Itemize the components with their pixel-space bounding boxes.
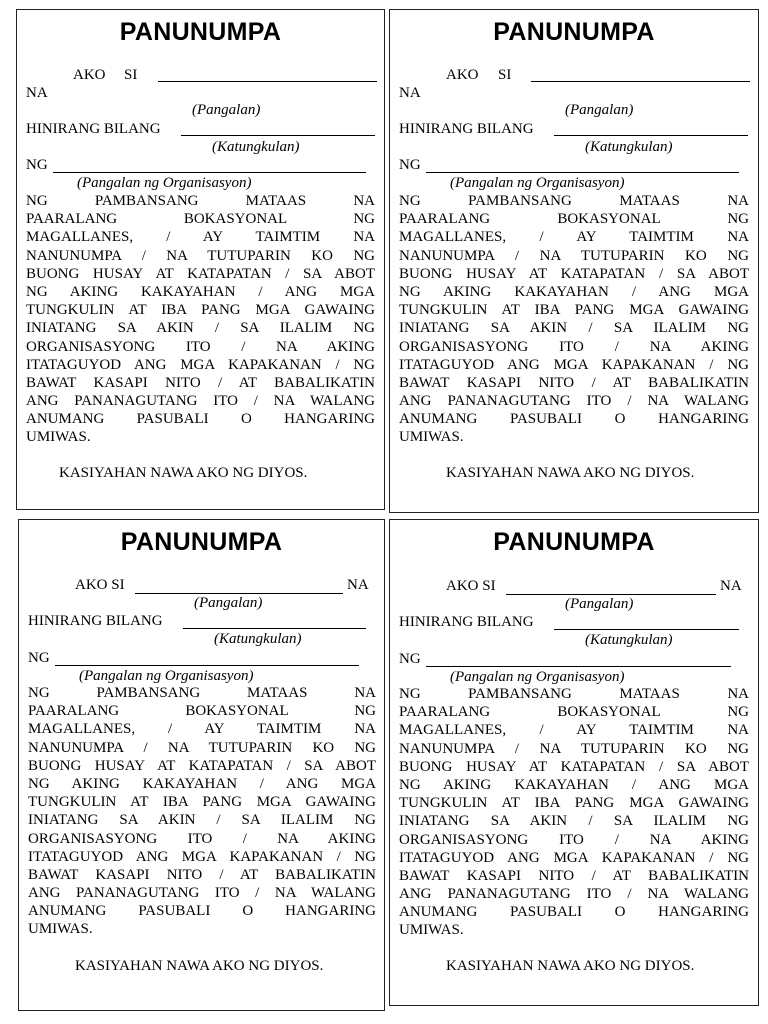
hinirang-label: HINIRANG BILANG bbox=[399, 614, 534, 630]
oath-line: ANUMANG PASUBALI O HANGARING bbox=[399, 411, 749, 428]
oath-line: NG PAMBANSANG MATAAS NA bbox=[28, 685, 376, 701]
oath-line: PAARALANG BOKASYONAL NG bbox=[399, 704, 749, 721]
oath-line: ANG PANANAGUTANG ITO / NA WALANG bbox=[399, 393, 749, 410]
oath-line: ORGANISASYONG ITO / NA AKING bbox=[28, 830, 376, 847]
oath-line: PAARALANG BOKASYONAL NG bbox=[26, 211, 375, 228]
si-label: SI bbox=[124, 67, 138, 83]
oath-line: BAWAT KASAPI NITO / AT BABALIKATIN bbox=[28, 866, 376, 883]
oath-line: NANUNUMPA / NA TUTUPARIN KO NG bbox=[26, 247, 375, 264]
na-label: NA bbox=[720, 578, 742, 594]
organisasyon-caption: (Pangalan ng Organisasyon) bbox=[450, 175, 625, 191]
pangalan-caption: (Pangalan) bbox=[194, 595, 263, 611]
ako-label: AKO bbox=[446, 67, 479, 83]
position-blank[interactable] bbox=[554, 629, 739, 630]
oath-body bbox=[399, 685, 749, 940]
oath-line: UMIWAS. bbox=[399, 922, 464, 939]
oath-line: ANUMANG PASUBALI O HANGARING bbox=[26, 411, 375, 428]
hinirang-label: HINIRANG BILANG bbox=[28, 613, 163, 629]
oath-line: NG AKING KAKAYAHAN / ANG MGA bbox=[399, 776, 749, 793]
oath-line: BUONG HUSAY AT KATAPATAN / SA ABOT bbox=[28, 757, 376, 774]
oath-line: INIATANG SA AKIN / SA ILALIM NG bbox=[26, 320, 375, 337]
oath-line: INIATANG SA AKIN / SA ILALIM NG bbox=[399, 813, 749, 830]
position-blank[interactable] bbox=[181, 135, 375, 136]
oath-line: UMIWAS. bbox=[399, 429, 464, 446]
card-title: PANUNUMPA bbox=[493, 18, 655, 46]
organisasyon-caption: (Pangalan ng Organisasyon) bbox=[79, 668, 254, 684]
oath-line: TUNGKULIN AT IBA PANG MGA GAWAING bbox=[399, 302, 749, 319]
oath-line: BUONG HUSAY AT KATAPATAN / SA ABOT bbox=[399, 265, 749, 282]
si-label: SI bbox=[498, 67, 512, 83]
oath-line: ANG PANANAGUTANG ITO / NA WALANG bbox=[399, 886, 749, 903]
oath-line: TUNGKULIN AT IBA PANG MGA GAWAING bbox=[28, 794, 376, 811]
card-title: PANUNUMPA bbox=[119, 18, 282, 46]
oath-body bbox=[28, 684, 376, 939]
card-title: PANUNUMPA bbox=[120, 528, 283, 556]
oath-line: ITATAGUYOD ANG MGA KAPAKANAN / NG bbox=[28, 848, 376, 865]
oath-line: MAGALLANES, / AY TAIMTIM NA bbox=[399, 229, 749, 246]
oath-line: NANUNUMPA / NA TUTUPARIN KO NG bbox=[399, 247, 749, 264]
oath-line: NANUNUMPA / NA TUTUPARIN KO NG bbox=[399, 740, 749, 757]
oath-line: NG PAMBANSANG MATAAS NA bbox=[399, 193, 749, 209]
position-blank[interactable] bbox=[554, 135, 748, 136]
oath-line: NANUNUMPA / NA TUTUPARIN KO NG bbox=[28, 739, 376, 756]
organization-blank[interactable] bbox=[426, 666, 731, 667]
oath-line: ANG PANANAGUTANG ITO / NA WALANG bbox=[26, 393, 375, 410]
oath-line: BUONG HUSAY AT KATAPATAN / SA ABOT bbox=[26, 265, 375, 282]
oath-card-3 bbox=[18, 519, 385, 1011]
oath-line: MAGALLANES, / AY TAIMTIM NA bbox=[28, 721, 376, 738]
oath-card-2 bbox=[389, 9, 759, 513]
name-blank[interactable] bbox=[531, 81, 750, 82]
ako-si-label: AKO SI bbox=[75, 577, 125, 593]
oath-line: NG AKING KAKAYAHAN / ANG MGA bbox=[28, 775, 376, 792]
closing-line: KASIYAHAN NAWA AKO NG DIYOS. bbox=[446, 465, 695, 481]
hinirang-label: HINIRANG BILANG bbox=[399, 121, 534, 137]
oath-line: BAWAT KASAPI NITO / AT BABALIKATIN bbox=[399, 867, 749, 884]
organization-blank[interactable] bbox=[53, 172, 366, 173]
organization-blank[interactable] bbox=[426, 172, 739, 173]
na-label: NA bbox=[347, 577, 369, 593]
na-label: NA bbox=[399, 85, 421, 101]
katungkulan-caption: (Katungkulan) bbox=[585, 139, 673, 155]
oath-line: NG AKING KAKAYAHAN / ANG MGA bbox=[26, 283, 375, 300]
oath-line: UMIWAS. bbox=[26, 429, 91, 446]
oath-card-1 bbox=[16, 9, 385, 510]
oath-line: NG AKING KAKAYAHAN / ANG MGA bbox=[399, 283, 749, 300]
hinirang-label: HINIRANG BILANG bbox=[26, 121, 161, 137]
katungkulan-caption: (Katungkulan) bbox=[585, 632, 673, 648]
oath-card-4 bbox=[389, 519, 759, 1006]
organisasyon-caption: (Pangalan ng Organisasyon) bbox=[450, 669, 625, 685]
oath-line: NG PAMBANSANG MATAAS NA bbox=[399, 686, 749, 702]
na-label: NA bbox=[26, 85, 48, 101]
ng-label: NG bbox=[399, 157, 421, 173]
pangalan-caption: (Pangalan) bbox=[565, 102, 634, 118]
oath-line: MAGALLANES, / AY TAIMTIM NA bbox=[399, 722, 749, 739]
oath-line: ORGANISASYONG ITO / NA AKING bbox=[26, 338, 375, 355]
oath-line: ANUMANG PASUBALI O HANGARING bbox=[28, 903, 376, 920]
ako-label: AKO bbox=[73, 67, 106, 83]
oath-line: PAARALANG BOKASYONAL NG bbox=[399, 211, 749, 228]
name-blank[interactable] bbox=[158, 81, 377, 82]
oath-line: PAARALANG BOKASYONAL NG bbox=[28, 703, 376, 720]
oath-line: ITATAGUYOD ANG MGA KAPAKANAN / NG bbox=[26, 356, 375, 373]
katungkulan-caption: (Katungkulan) bbox=[214, 631, 302, 647]
pangalan-caption: (Pangalan) bbox=[565, 596, 634, 612]
ng-label: NG bbox=[399, 651, 421, 667]
oath-line: ITATAGUYOD ANG MGA KAPAKANAN / NG bbox=[399, 849, 749, 866]
oath-line: ANUMANG PASUBALI O HANGARING bbox=[399, 904, 749, 921]
closing-line: KASIYAHAN NAWA AKO NG DIYOS. bbox=[446, 958, 695, 974]
oath-line: INIATANG SA AKIN / SA ILALIM NG bbox=[28, 812, 376, 829]
oath-line: UMIWAS. bbox=[28, 921, 93, 938]
oath-body bbox=[399, 192, 749, 447]
closing-line: KASIYAHAN NAWA AKO NG DIYOS. bbox=[59, 465, 308, 481]
oath-line: NG PAMBANSANG MATAAS NA bbox=[26, 193, 375, 209]
oath-line: BAWAT KASAPI NITO / AT BABALIKATIN bbox=[26, 374, 375, 391]
oath-line: TUNGKULIN AT IBA PANG MGA GAWAING bbox=[26, 302, 375, 319]
ako-si-label: AKO SI bbox=[446, 578, 496, 594]
oath-line: INIATANG SA AKIN / SA ILALIM NG bbox=[399, 320, 749, 337]
oath-line: BAWAT KASAPI NITO / AT BABALIKATIN bbox=[399, 374, 749, 391]
ng-label: NG bbox=[28, 650, 50, 666]
oath-line: ORGANISASYONG ITO / NA AKING bbox=[399, 831, 749, 848]
organisasyon-caption: (Pangalan ng Organisasyon) bbox=[77, 175, 252, 191]
oath-line: ORGANISASYONG ITO / NA AKING bbox=[399, 338, 749, 355]
position-blank[interactable] bbox=[183, 628, 366, 629]
card-title: PANUNUMPA bbox=[493, 528, 655, 556]
pangalan-caption: (Pangalan) bbox=[192, 102, 261, 118]
oath-body bbox=[26, 192, 375, 447]
oath-line: TUNGKULIN AT IBA PANG MGA GAWAING bbox=[399, 795, 749, 812]
katungkulan-caption: (Katungkulan) bbox=[212, 139, 300, 155]
closing-line: KASIYAHAN NAWA AKO NG DIYOS. bbox=[75, 958, 324, 974]
ng-label: NG bbox=[26, 157, 48, 173]
oath-line: BUONG HUSAY AT KATAPATAN / SA ABOT bbox=[399, 758, 749, 775]
oath-line: MAGALLANES, / AY TAIMTIM NA bbox=[26, 229, 375, 246]
oath-line: ITATAGUYOD ANG MGA KAPAKANAN / NG bbox=[399, 356, 749, 373]
organization-blank[interactable] bbox=[55, 665, 359, 666]
oath-line: ANG PANANAGUTANG ITO / NA WALANG bbox=[28, 885, 376, 902]
